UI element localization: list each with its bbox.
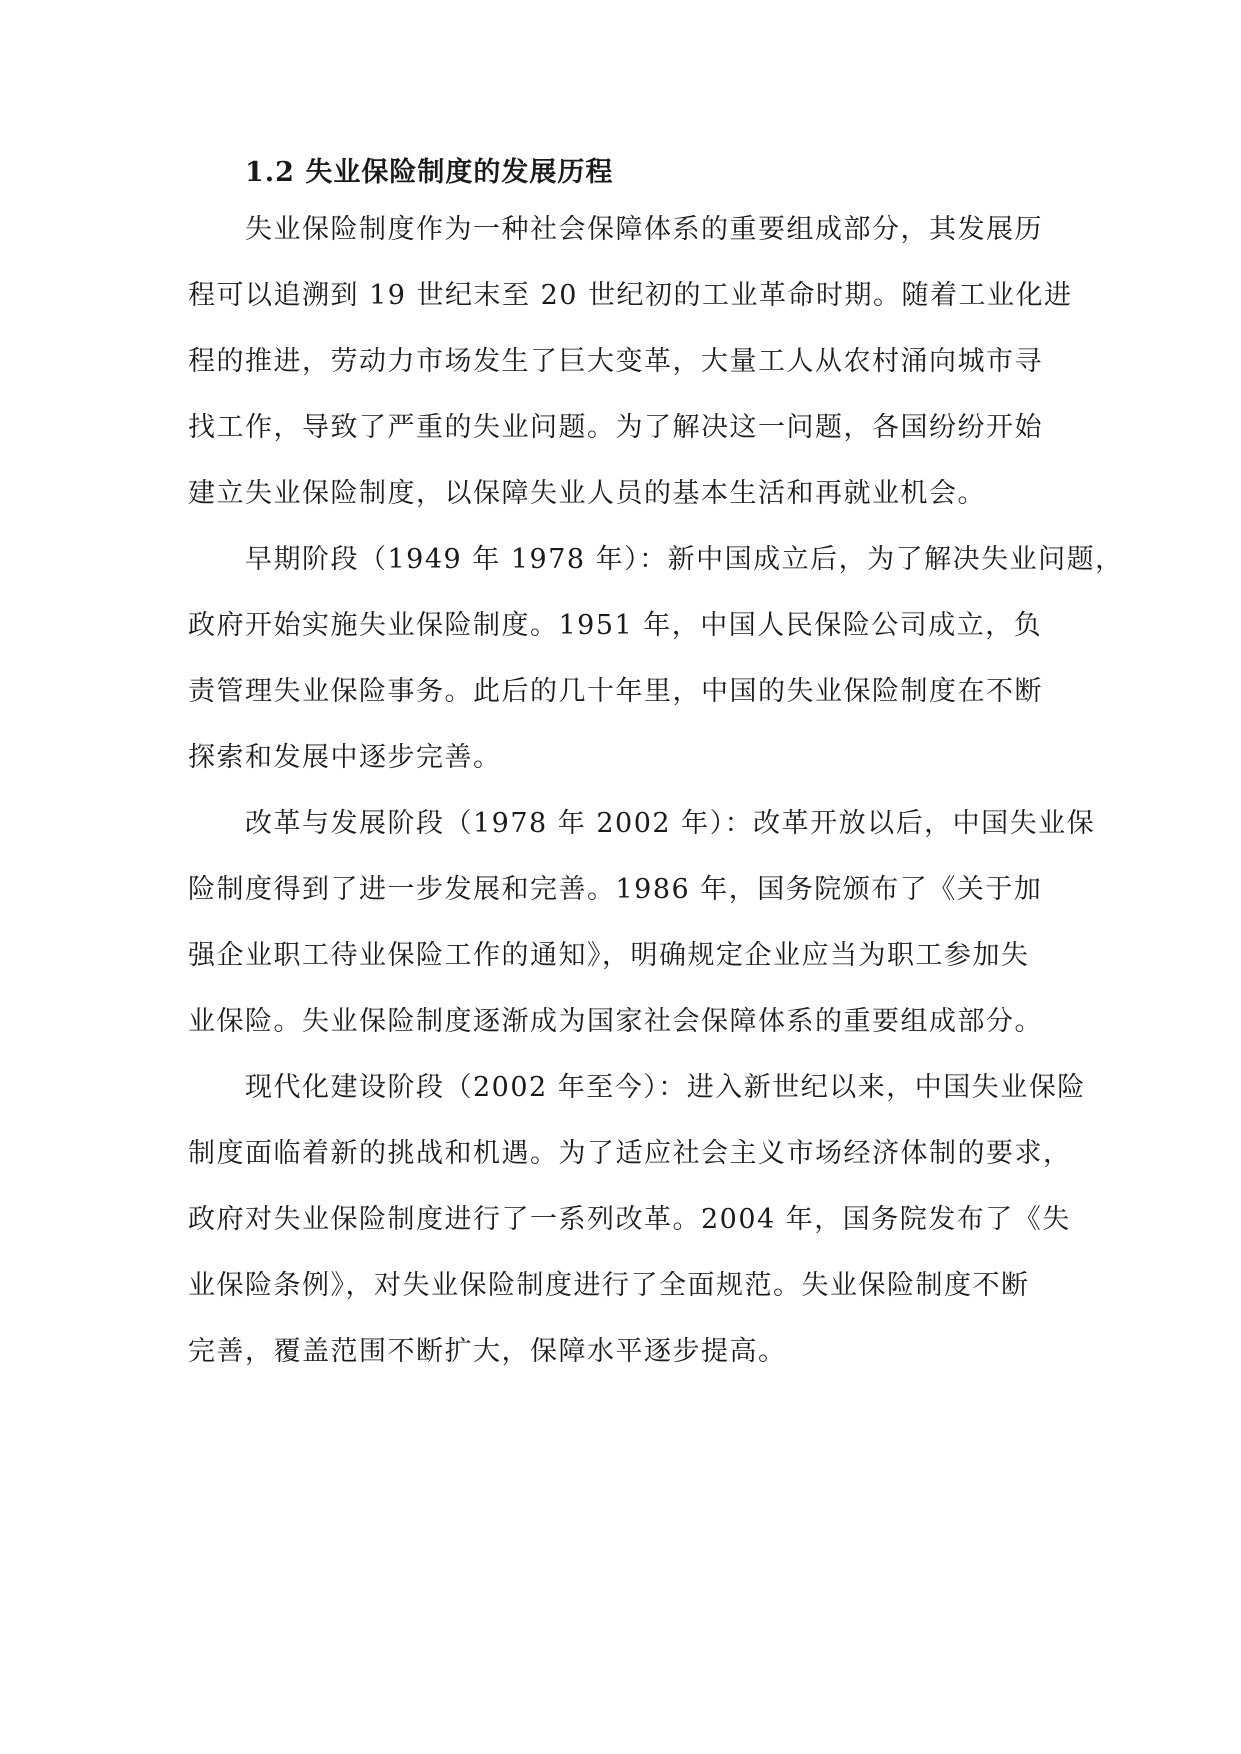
paragraph-line: 险制度得到了进一步发展和完善。1986 年，国务院颁布了《关于加 (188, 874, 1043, 905)
section-heading: 1.2 失业保险制度的发展历程 (245, 157, 614, 188)
paragraph-line: 程可以追溯到 19 世纪末至 20 世纪初的工业革命时期。随着工业化进 (188, 280, 1073, 311)
paragraph-line: 政府对失业保险制度进行了一系列改革。2004 年，国务院发布了《失 (188, 1204, 1071, 1235)
paragraph-line: 制度面临着新的挑战和机遇。为了适应社会主义市场经济体制的要求， (188, 1138, 1072, 1169)
paragraph-line: 探索和发展中逐步完善。 (188, 742, 502, 773)
paragraph-line: 现代化建设阶段（2002 年至今）：进入新世纪以来，中国失业保险 (245, 1072, 1086, 1103)
paragraph-line: 强企业职工待业保险工作的通知》，明确规定企业应当为职工参加失 (188, 940, 1030, 971)
paragraph-line: 政府开始实施失业保险制度。1951 年，中国人民保险公司成立，负 (188, 610, 1043, 641)
paragraph-line: 程的推进，劳动力市场发生了巨大变革，大量工人从农村涌向城市寻 (188, 346, 1043, 377)
paragraph-line: 失业保险制度作为一种社会保障体系的重要组成部分，其发展历 (245, 214, 1043, 245)
paragraph-line: 改革与发展阶段（1978 年 2002 年）：改革开放以后，中国失业保 (245, 808, 1096, 839)
paragraph-line: 责管理失业保险事务。此后的几十年里，中国的失业保险制度在不断 (188, 676, 1043, 707)
paragraph-line: 业保险。失业保险制度逐渐成为国家社会保障体系的重要组成部分。 (188, 1006, 1043, 1037)
paragraph-line: 建立失业保险制度，以保障失业人员的基本生活和再就业机会。 (188, 478, 986, 509)
paragraph-line: 早期阶段（1949 年 1978 年）：新中国成立后，为了解决失业问题， (245, 544, 1124, 575)
paragraph-line: 找工作，导致了严重的失业问题。为了解决这一问题，各国纷纷开始 (188, 412, 1043, 443)
paragraph-line: 完善，覆盖范围不断扩大，保障水平逐步提高。 (188, 1336, 787, 1367)
paragraph-line: 业保险条例》，对失业保险制度进行了全面规范。失业保险制度不断 (188, 1270, 1030, 1301)
